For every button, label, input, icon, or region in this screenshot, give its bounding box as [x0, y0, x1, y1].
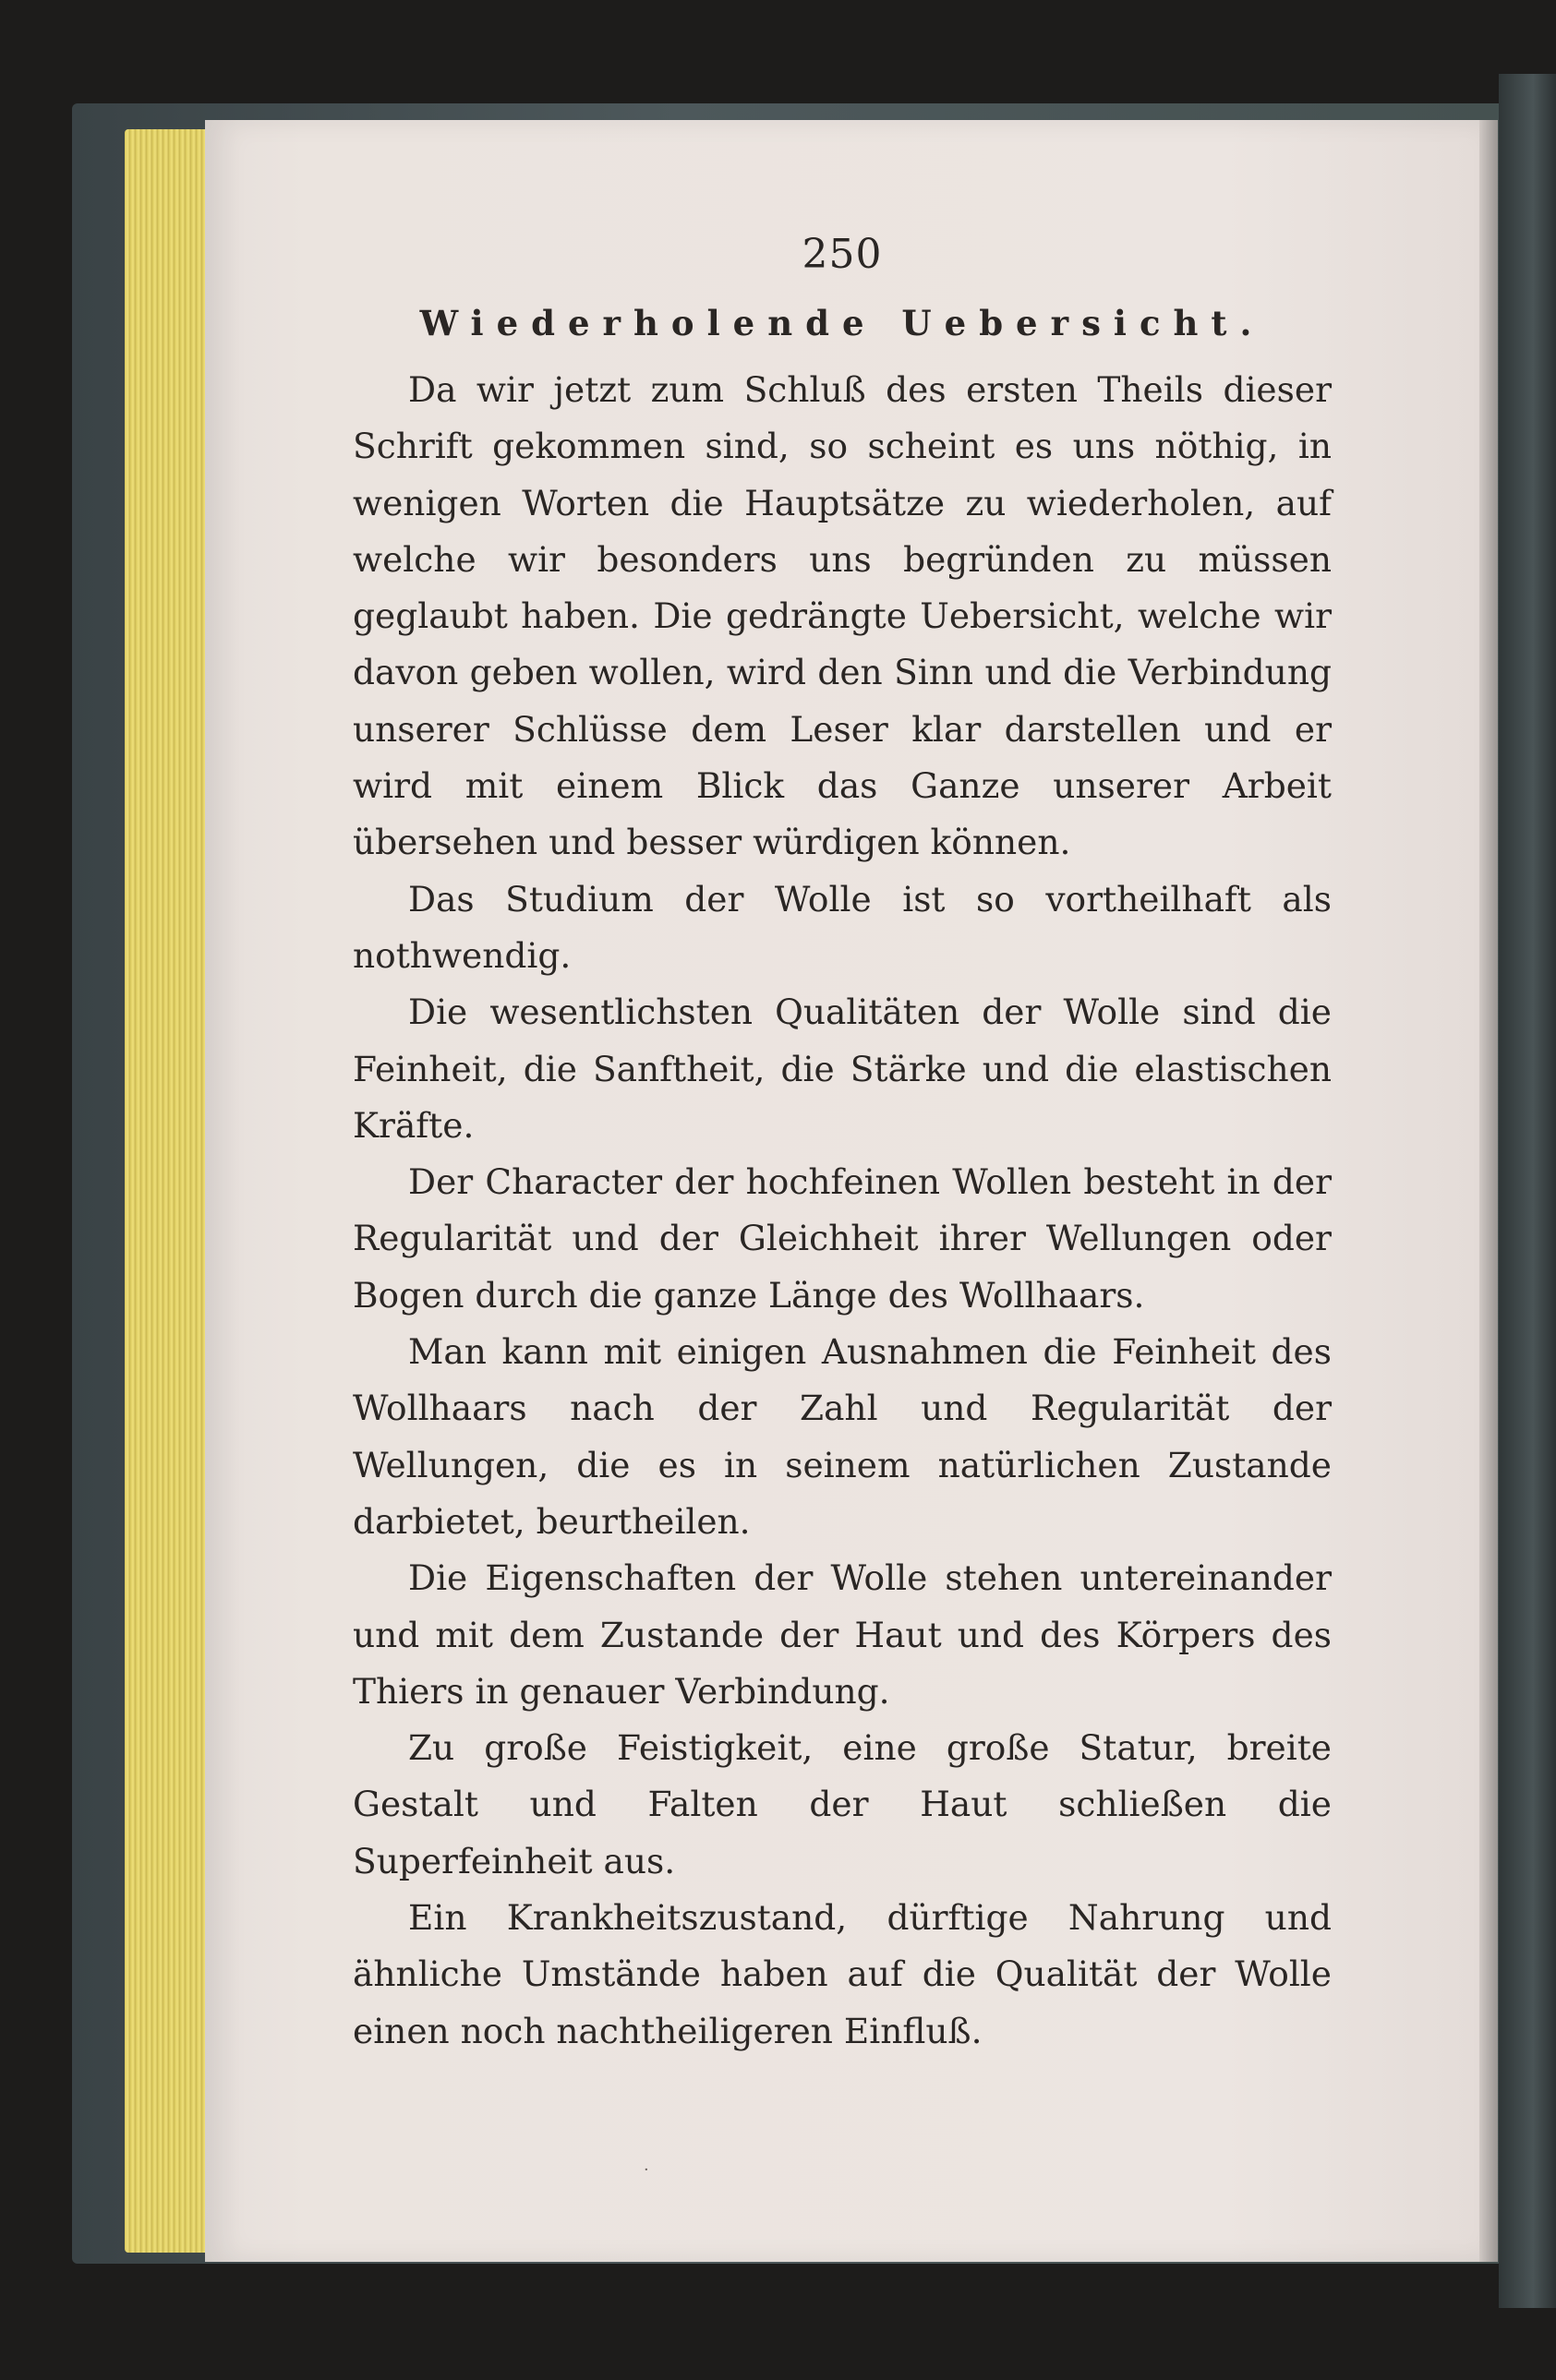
- paragraph: Ein Krankheitszustand, dürftige Nahrung und ähnliche Umstände haben auf die Qualität der Wolle einen noch nachtheiligeren Einfluß.: [353, 1897, 1332, 2051]
- book-page: [205, 120, 1479, 2262]
- paper-fleck: ·: [644, 2160, 649, 2180]
- paragraph: Der Character der hochfeinen Wollen besteht in der Regularität und der Gleichheit ihrer Wellungen oder Bogen durch die ganze Länge des Wollhaars.: [353, 1161, 1332, 1316]
- paragraph: Da wir jetzt zum Schluß des ersten Theils dieser Schrift gekommen sind, so scheint es uns nöthig, in wenigen Worten die Hauptsätze zu wiederholen, auf welche wir besonders uns begründen zu müssen geglaubt haben. Die gedrängte Uebersicht, welche wir davon geben wollen, wird den Sinn und die Verbindung unserer Schlüsse dem Leser klar darstellen und er wird mit einem Blick das Ganze unserer Arbeit übersehen und besser würdigen können.: [353, 369, 1332, 863]
- section-heading: Wiederholende Uebersicht.: [419, 303, 1265, 343]
- paragraph: Die Eigenschaften der Wolle stehen untereinander und mit dem Zustande der Haut und des Körpers des Thiers in genauer Verbindung.: [353, 1557, 1332, 1712]
- page-number: 250: [802, 231, 883, 278]
- page-gutter: [1479, 120, 1498, 2262]
- paragraph: Zu große Feistigkeit, eine große Statur, breite Gestalt und Falten der Haut schließen die Superfeinheit aus.: [353, 1727, 1332, 1881]
- paragraph: Man kann mit einigen Ausnahmen die Feinheit des Wollhaars nach der Zahl und Regularität der Wellungen, die es in seinem natürlichen Zustande darbietet, beurtheilen.: [353, 1331, 1332, 1542]
- paragraph: Das Studium der Wolle ist so vortheilhaft als nothwendig.: [353, 878, 1332, 976]
- page-text: [353, 362, 1332, 2060]
- paragraph: Die wesentlichsten Qualitäten der Wolle sind die Feinheit, die Sanftheit, die Stärke und die elastischen Kräfte.: [353, 992, 1332, 1146]
- book-spine: [1499, 74, 1556, 2308]
- gilded-page-edge: [125, 129, 212, 2253]
